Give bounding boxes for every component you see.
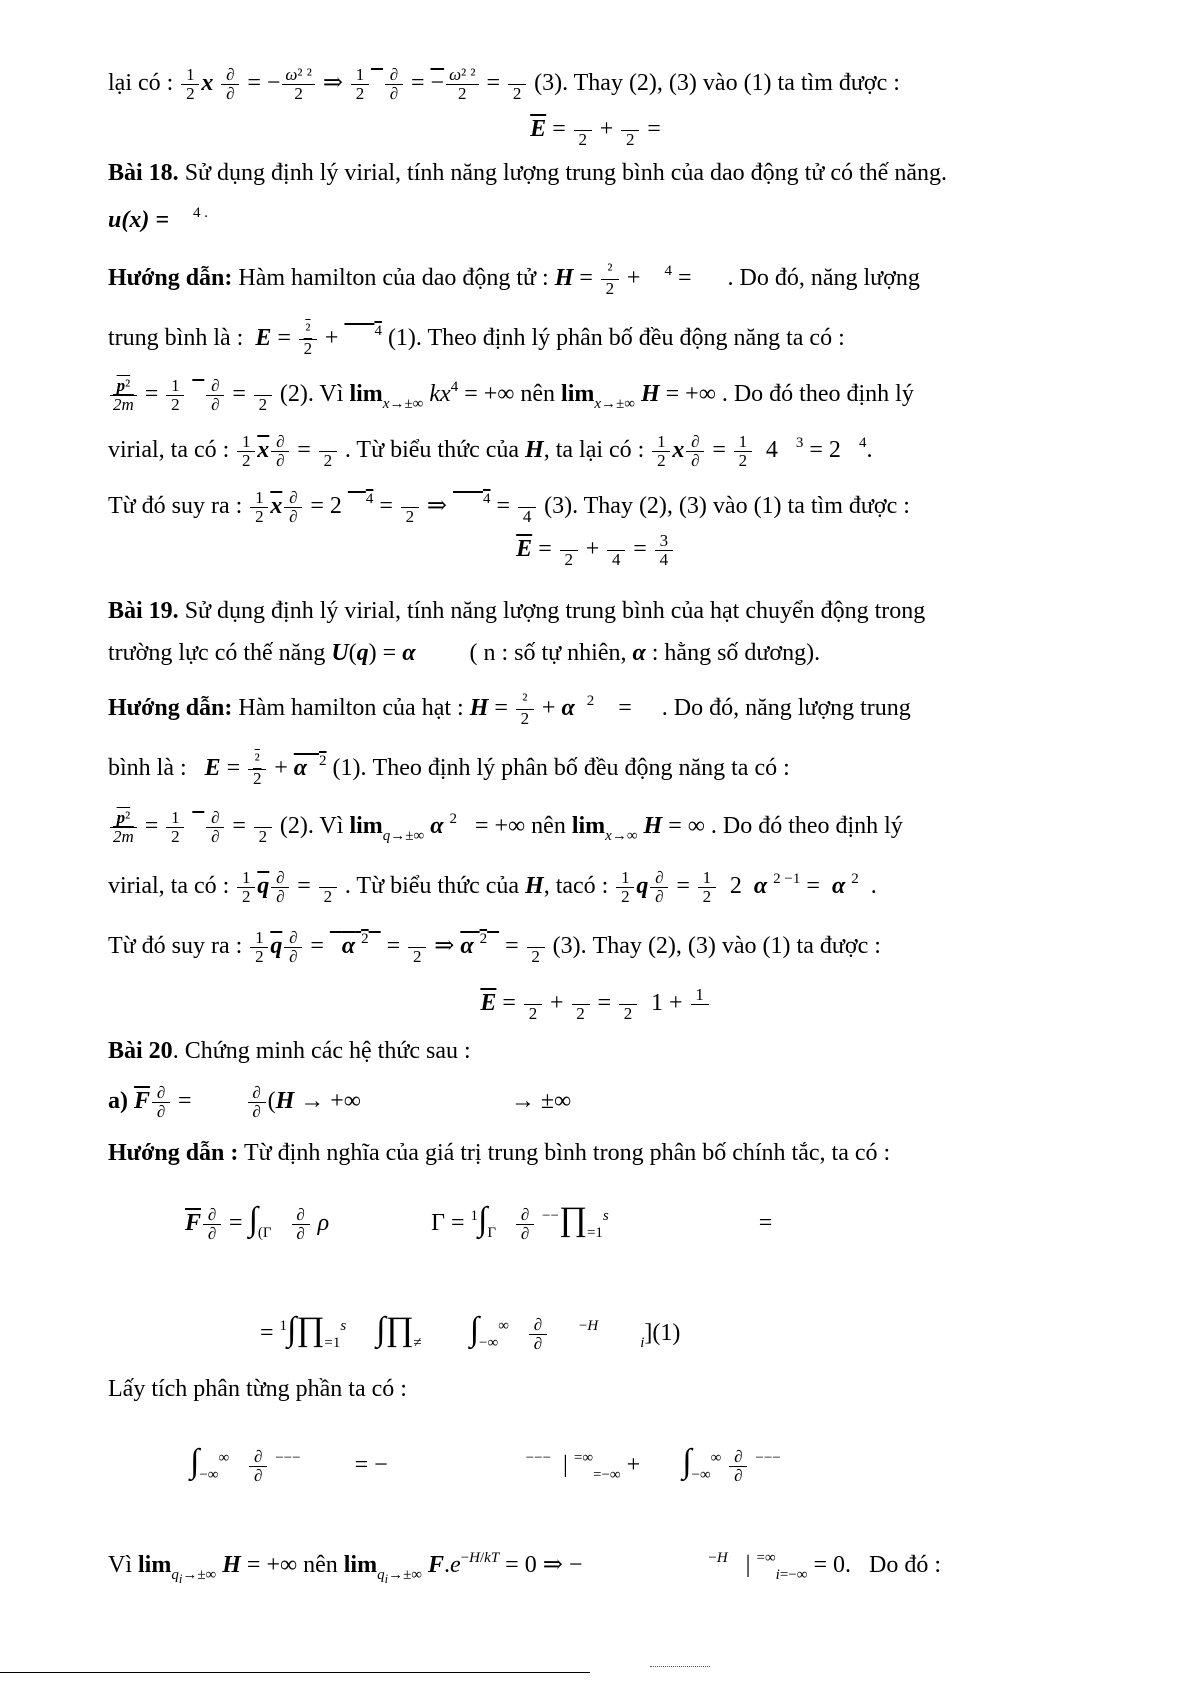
equation-line: = $^1\int\prod_{=1}^s$ $\int\prod_\ne$ $\int_{-\infty}^\infty$ $\frac{\partial}{\partial}$ $^{-H}$ $_i$](1): [260, 1311, 681, 1353]
text-fragment: nên: [303, 1552, 338, 1578]
text-fragment: , ta lại có :: [543, 437, 645, 463]
math-fraction: $\frac{\partial}{\partial}$: [729, 1448, 747, 1485]
math-fraction: $\frac{1}{2}$: [166, 809, 184, 846]
text-fragment: nên: [520, 381, 556, 407]
math-fraction: $\frac{1}{2}$: [734, 433, 752, 470]
text-line: virial, ta có : $\frac{1}{2}$ x $\frac{\partial}{\partial}$ = 2 . Từ biểu thức của H, ta lại có : $\frac{1}{2}$ x $\frac{\partial}{\partial}$ = $\frac{1}{2}$ 4 $^3$ = 2 $^4$.: [108, 431, 873, 470]
text-fragment: . Từ biểu thức của: [344, 437, 520, 463]
math-fraction: $\frac{1}{2}$: [237, 869, 255, 906]
math-fraction: $\frac{\partial}{\partial}$: [152, 1084, 170, 1121]
math-fraction: $\frac{1}{2}$: [698, 869, 716, 906]
math-fraction: $\frac{\partial}{\partial}$: [206, 809, 224, 846]
text-fragment: ( n : số tự nhiên,: [469, 640, 627, 666]
math-fraction: $\frac{\partial}{\partial}$: [516, 1206, 534, 1243]
text-fragment: . Do đó theo định lý: [710, 813, 903, 839]
math-fraction: $\frac{1}{2}$: [616, 869, 634, 906]
math-fraction: $\frac{\partial}{\partial}$: [292, 1206, 310, 1243]
exercise-20-heading: [108, 1036, 471, 1066]
math-fraction: 4: [607, 532, 625, 569]
exercise-18-heading: [108, 158, 947, 188]
equation-line: $\overline{E}$ = 2 + 4 = $\frac{3}{4}$: [0, 532, 1191, 569]
math-expression: 4 .: [193, 205, 209, 221]
text-line: lại có : $\frac{1}{2}$ x $\frac{\partial}{\partial}$ = − $\frac{\text{ω² ²}}{2}$ ⇒ $\frac{1}{2}$ $\frac{\partial}{\partial}$ = − $\frac{\text{ω² ²}}{2}$ = 2 (3). Thay (2), (3) vào (1) ta tìm được :: [108, 65, 900, 103]
text-fragment: Lấy tích phân từng phần ta có :: [108, 1376, 407, 1402]
text-line: virial, ta có : $\frac{1}{2}$ q $\frac{\partial}{\partial}$ = 2 . Từ biểu thức của H, tacó : $\frac{1}{2}$ q $\frac{\partial}{\partial}$ = $\frac{1}{2}$ 2 α $^{2 -1}$ = α $^2$ .: [108, 867, 877, 906]
math-fraction: $\frac{\text{ω² ²}}{2}$: [282, 66, 314, 103]
equation-line: $\overline{E}$ = 2 + 2 = 2 1 + 1: [0, 986, 1191, 1023]
math-fraction: 2: [621, 112, 639, 149]
text-line: Từ đó suy ra : $\frac{1}{2}$ x $\frac{\partial}{\partial}$ = 2 $^4$ = 2 ⇒ $^4$ = 4 (3). Thay (2), (3) vào (1) ta tìm được :: [108, 487, 910, 526]
math-fraction: $\frac{\partial}{\partial}$: [203, 1206, 221, 1243]
math-fraction: $\frac{\text{²}}{2}$: [516, 691, 534, 728]
math-fraction: 2: [254, 809, 272, 846]
text-line: $\frac{\text{p²}}{2m}$ = $\frac{1}{2}$ $\frac{\partial}{\partial}$ = 2 (2). Vì $\lim_{q\to\pm\infty} \alpha$ $^2$ = +∞ nên $\lim_{x\to\infty} H$ = ∞ . Do đó theo định lý: [108, 804, 903, 851]
math-fraction: $\frac{\partial}{\partial}$: [221, 66, 239, 103]
math-fraction: $\frac{\partial}{\partial}$: [271, 433, 289, 470]
exercise-title: Bài 18.: [108, 160, 179, 186]
equation-line: $\int_{-\infty}^\infty$ $\frac{\partial}{\partial}$ −−− = − −−− | =∞$_{=-\infty}$ + $\int_{-\infty}^\infty$ $\frac{\partial}{\partial}$ −−−: [190, 1443, 781, 1485]
text-fragment: : hằng số dương).: [651, 640, 821, 666]
math-fraction: $\frac{\partial}{\partial}$: [248, 1084, 266, 1121]
math-fraction: 2: [408, 929, 426, 966]
text-line: $\frac{\text{p²}}{2m}$ = $\frac{1}{2}$ $\frac{\partial}{\partial}$ = 2 (2). Vì $\lim_{x\to\pm\infty} kx^4$ = +∞ nên $\lim_{x\to\pm\infty} H$ = +∞ . Do đó theo định lý: [108, 372, 914, 419]
math-fraction: 2: [572, 986, 590, 1023]
footer-mark: [650, 1666, 710, 1671]
text-fragment: (3). Thay (2), (3) vào (1) ta tìm được :: [544, 493, 910, 519]
math-fraction: 2: [254, 377, 272, 414]
text-line: bình là : E = $\frac{\text{²}}{2}$ + α $^2$ (1). Theo định lý phân bố đều động năng ta có :: [108, 749, 790, 788]
math-fraction: $\frac{1}{2}$: [166, 377, 184, 414]
text-line: Từ đó suy ra : $\frac{1}{2}$ q $\frac{\partial}{\partial}$ = α $^2$ = 2 ⇒ α $^2$ = 2 (3). Thay (2), (3) vào (1) ta được :: [108, 927, 881, 966]
math-fraction: $\frac{1}{2}$: [237, 433, 255, 470]
text-line: [108, 1138, 890, 1168]
text-fragment: , tacó :: [543, 873, 609, 899]
guide-label: Hướng dẫn :: [108, 1140, 239, 1166]
math-fraction: $\frac{\partial}{\partial}$: [249, 1448, 267, 1485]
text-fragment: Do đó :: [868, 1552, 941, 1578]
equation-line: F $\frac{\partial}{\partial}$ = $\int_{(\Gamma}$ $\frac{\partial}{\partial}$ ρ $\Gamma = ^1\int_\Gamma$ $\frac{\partial}{\partial}$ $^{--}\prod_{=1}^s$ =: [185, 1201, 773, 1243]
math-fraction: $\frac{\partial}{\partial}$: [686, 433, 704, 470]
math-fraction: $\frac{\partial}{\partial}$: [284, 929, 302, 966]
text-fragment: Hàm hamilton của dao động tử :: [238, 265, 549, 291]
math-fraction: $\frac{\text{²}}{2}$: [299, 321, 317, 358]
math-fraction: 2: [319, 433, 337, 470]
text-fragment: (3). Thay (2), (3) vào (1) ta tìm được :: [534, 70, 900, 97]
exercise-text: Sử dụng định lý virial, tính năng lượng trung bình của hạt chuyển động trong: [184, 598, 926, 624]
math-fraction: $\frac{1}{2}$: [250, 489, 268, 526]
text-fragment: . Do đó, năng lượng: [727, 265, 920, 291]
math-fraction: $\frac{3}{4}$: [655, 532, 673, 569]
math-fraction: $\frac{\text{ω² ²}}{2}$: [446, 66, 478, 103]
text-fragment: Từ định nghĩa của giá trị trung bình trong phân bố chính tắc, ta có :: [243, 1140, 891, 1166]
guide-label: Hướng dẫn:: [108, 695, 233, 721]
text-fragment: nên: [531, 813, 566, 839]
text-fragment: Vì: [108, 1552, 132, 1578]
text-fragment: trường lực có thế năng: [108, 640, 326, 666]
math-fraction: $\frac{\partial}{\partial}$: [271, 869, 289, 906]
text-fragment: Từ đó suy ra :: [108, 933, 243, 959]
exercise-19-heading: [108, 596, 925, 626]
math-fraction: $\frac{1}{2}$: [652, 433, 670, 470]
text-fragment: (1). Theo định lý phân bố đều động năng ta có :: [387, 325, 845, 351]
text-line: [108, 1374, 407, 1404]
text-fragment: virial, ta có :: [108, 437, 230, 463]
text-line: trường lực có thế năng U(q) = α ( n : số tự nhiên, α : hằng số dương).: [108, 640, 821, 666]
math-fraction: 2: [619, 986, 637, 1023]
math-fraction: $\frac{\partial}{\partial}$: [206, 377, 224, 414]
math-fraction: $\frac{1}{2}$: [351, 66, 369, 103]
text-fragment: virial, ta có :: [108, 873, 230, 899]
math-fraction: $\frac{\text{p²}}{2m}$: [110, 377, 137, 414]
text-fragment: lại có :: [108, 70, 174, 97]
exercise-text: Sử dụng định lý virial, tính năng lượng trung bình của dao động tử có thế năng.: [184, 160, 947, 186]
math-fraction: $\frac{1}{2}$: [181, 66, 199, 103]
math-fraction: $\frac{1}{2}$: [250, 929, 268, 966]
text-fragment: (2). Vì: [279, 813, 344, 839]
math-fraction: 1: [691, 986, 709, 1023]
text-line: trung bình là : E = $\frac{\text{²}}{2}$ + $^4$ (1). Theo định lý phân bố đều động năng ta có :: [108, 319, 845, 358]
math-fraction: 2: [401, 489, 419, 526]
math-fraction: $\frac{\partial}{\partial}$: [284, 489, 302, 526]
text-line: Vì $\lim_{q_i\to\pm\infty} H$ = +∞ nên $\lim_{q_i\to\pm\infty} F.e^{-H/kT} = 0$ ⇒ − $^{-H}$ | =∞$_{i=-\infty}$ = 0. Do đó :: [108, 1550, 941, 1586]
math-expression: u(x) =: [108, 207, 170, 233]
math-fraction: $\frac{\text{²}}{2}$: [248, 751, 266, 788]
math-fraction: $\frac{\partial}{\partial}$: [385, 66, 403, 103]
footer-divider: [0, 1672, 590, 1673]
text-line: [108, 198, 208, 235]
exercise-text: . Chứng minh các hệ thức sau :: [172, 1038, 471, 1064]
item-label: a): [108, 1088, 128, 1115]
equation-line: $\overline{E}$ = 2 + 2 =: [0, 112, 1191, 149]
text-line: Hướng dẫn: Hàm hamilton của dao động tử : H = $\frac{\text{²}}{2}$ + $^4$ = . Do đó, năng lượng: [108, 259, 920, 298]
guide-label: Hướng dẫn:: [108, 265, 233, 291]
text-fragment: . Từ biểu thức của: [344, 873, 520, 899]
text-fragment: bình là :: [108, 755, 187, 781]
text-fragment: (2). Vì: [279, 381, 344, 407]
math-fraction: $\frac{\text{p²}}{2m}$: [110, 809, 137, 846]
exercise-title: Bài 20: [108, 1038, 173, 1064]
math-fraction: 2: [560, 532, 578, 569]
math-fraction: 4: [518, 489, 536, 526]
text-line: a) F $\frac{\partial}{\partial}$ = $\frac{\partial}{\partial}$ (H → +∞ → ±∞: [108, 1083, 572, 1121]
math-fraction: 2: [527, 929, 545, 966]
exercise-title: Bài 19.: [108, 598, 179, 624]
text-line: Hướng dẫn: Hàm hamilton của hạt : H = $\frac{\text{²}}{2}$ + α $^2$ = . Do đó, năng lượng trung: [108, 689, 911, 728]
math-fraction: 2: [508, 66, 526, 103]
text-fragment: . Do đó, năng lượng trung: [661, 695, 911, 721]
math-fraction: 2: [524, 986, 542, 1023]
text-fragment: trung bình là :: [108, 325, 244, 351]
text-fragment: Hàm hamilton của hạt :: [238, 695, 464, 721]
math-fraction: 2: [319, 869, 337, 906]
text-fragment: (1). Theo định lý phân bố đều động năng ta có :: [332, 755, 790, 781]
text-fragment: (3). Thay (2), (3) vào (1) ta được :: [552, 933, 881, 959]
math-fraction: 2: [574, 112, 592, 149]
math-fraction: $\frac{\partial}{\partial}$: [650, 869, 668, 906]
text-fragment: . Do đó theo định lý: [721, 381, 914, 407]
text-fragment: Từ đó suy ra :: [108, 493, 243, 519]
math-fraction: $\frac{\partial}{\partial}$: [529, 1316, 547, 1353]
math-fraction: $\frac{\text{²}}{2}$: [601, 261, 619, 298]
